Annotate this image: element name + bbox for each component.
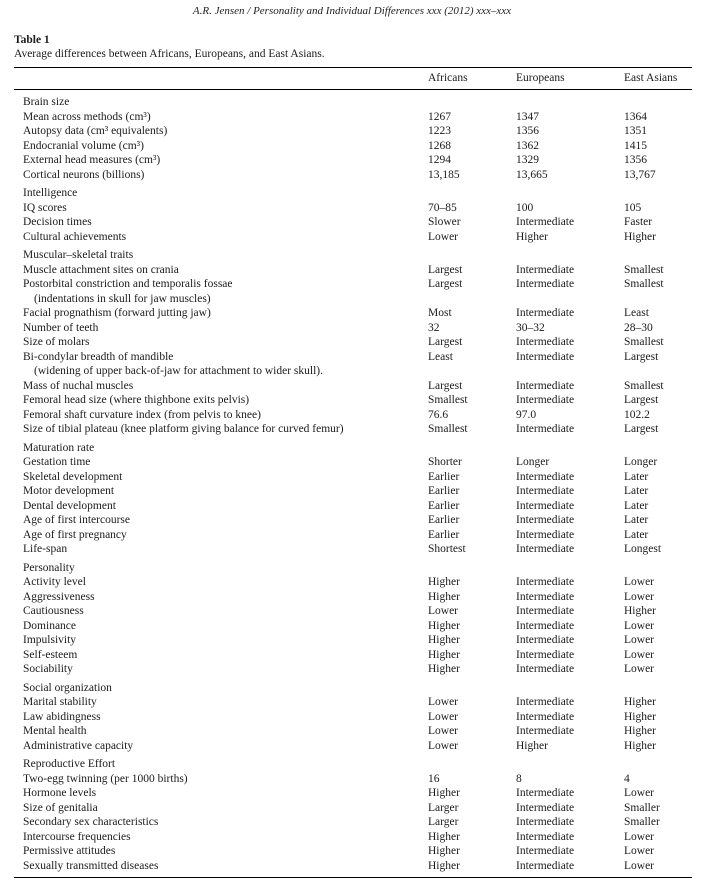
table-row [14,619,692,634]
cell-europeans: 1329 [516,154,539,166]
cell-east-asians: Longest [624,543,662,555]
table-row [14,263,692,278]
cell-africans: Smallest [428,423,468,435]
table-row [14,350,692,365]
cell-europeans: Intermediate [516,379,575,392]
cell-europeans: Intermediate [516,336,575,348]
row-label: Postorbital constriction and temporalis fossae [23,278,233,290]
table-1 [14,67,692,878]
cell-east-asians: Later [624,514,649,526]
row-label: Permissive attitudes [23,845,116,857]
cell-europeans: Intermediate [516,514,575,526]
column-header-row [14,67,692,90]
cell-africans: Higher [428,619,460,632]
cell-africans: Shorter [428,456,462,468]
row-label: Self-esteem [23,648,78,661]
table-section [14,186,692,244]
table-row [14,772,692,787]
table-row [14,786,692,801]
cell-africans: Higher [428,787,460,799]
cell-east-asians: Lower [624,859,655,872]
row-label: Hormone levels [23,787,97,799]
cell-europeans: Longer [516,456,550,468]
row-label: Dominance [23,619,77,632]
table-section [14,757,692,873]
row-label: Skeletal development [23,470,123,483]
table-row [14,542,692,557]
cell-africans [428,364,516,379]
table-row [14,321,692,336]
section-title: Muscular–skeletal traits [23,249,134,261]
cell-europeans: Intermediate [516,216,575,228]
cell-east-asians: 1415 [624,139,647,152]
column-header-africans: Africans [428,72,468,84]
cell-africans: 32 [428,321,440,334]
cell-africans: Least [428,350,453,363]
table-section [14,561,692,677]
cell-europeans: 1356 [516,125,539,137]
table-section [14,248,692,437]
cell-europeans: 100 [516,201,534,214]
row-label: Endocranial volume (cm³) [23,139,144,152]
table-row [14,575,692,590]
cell-europeans: Intermediate [516,590,575,603]
cell-east-asians: Later [624,470,649,483]
cell-europeans: Intermediate [516,543,575,555]
cell-africans: Largest [428,336,463,348]
column-header-east-asians: East Asians [624,72,678,84]
cell-europeans: Intermediate [516,787,575,799]
cell-africans: Earlier [428,485,460,497]
section-title: Social organization [23,681,112,694]
table-section [14,681,692,754]
row-label: Mass of nuchal muscles [23,379,134,392]
table-row [14,335,692,350]
row-label: Activity level [23,576,86,588]
cell-africans: 70–85 [428,201,457,214]
table-row [14,470,692,485]
table-body [14,90,692,878]
cell-africans: Earlier [428,470,460,483]
cell-europeans: Intermediate [516,619,575,632]
cell-east-asians: Smallest [624,336,664,348]
cell-africans: 1267 [428,110,451,123]
cell-east-asians: 1364 [624,110,647,123]
cell-east-asians: 102.2 [624,408,650,421]
cell-africans: 1223 [428,125,451,137]
table-row [14,292,692,307]
cell-africans: Most [428,307,452,319]
table-title: Table 1 [14,34,50,46]
table-row [14,604,692,619]
table-row [14,724,692,739]
cell-europeans: Intermediate [516,845,575,857]
cell-africans: Higher [428,663,460,675]
cell-east-asians [624,292,692,307]
cell-east-asians: Longer [624,456,658,468]
cell-europeans: Intermediate [516,499,575,512]
table-row [14,277,692,292]
row-label: Size of tibial plateau (knee platform giving balance for curved femur) [23,423,344,435]
cell-east-asians: Lower [624,830,655,843]
row-label: Intercourse frequencies [23,830,131,843]
cell-africans: Earlier [428,528,460,541]
table-row [14,455,692,470]
row-label: Aggressiveness [23,590,95,603]
cell-east-asians: Lower [624,619,655,632]
row-label: Cautiousness [23,605,84,617]
cell-europeans: Intermediate [516,350,575,363]
row-label: (indentations in skull for jaw muscles) [34,292,211,305]
table-row [14,484,692,499]
cell-europeans: Intermediate [516,663,575,675]
cell-east-asians: Least [624,307,649,319]
table-row [14,801,692,816]
cell-africans: Lower [428,725,459,737]
cell-africans: Larger [428,801,459,814]
cell-europeans: Higher [516,230,548,243]
cell-europeans: Intermediate [516,394,575,406]
row-label: Size of molars [23,336,90,348]
table-section [14,441,692,557]
cell-africans: Earlier [428,499,460,512]
cell-east-asians: Lower [624,663,655,675]
cell-africans: 16 [428,772,440,785]
cell-africans: Higher [428,845,460,857]
cell-east-asians: Largest [624,423,659,435]
cell-east-asians: 28–30 [624,321,653,334]
table-row [14,408,692,423]
cell-africans: Higher [428,590,460,603]
cell-europeans: Intermediate [516,528,575,541]
cell-east-asians: Later [624,499,649,512]
row-label: Dental development [23,499,116,512]
row-label: Cultural achievements [23,230,127,243]
cell-africans: Largest [428,263,463,276]
row-label: IQ scores [23,201,67,214]
cell-east-asians: Lower [624,787,655,799]
cell-europeans: Intermediate [516,576,575,588]
table-row [14,230,692,245]
row-label: Age of first pregnancy [23,528,127,541]
table-row [14,830,692,845]
cell-europeans [516,292,624,307]
cell-east-asians: Lower [624,576,655,588]
cell-east-asians: Smallest [624,263,664,276]
table-row [14,168,692,183]
cell-east-asians: Smallest [624,379,664,392]
cell-africans: Higher [428,648,460,661]
cell-east-asians: 4 [624,772,630,785]
cell-east-asians: Smallest [624,278,664,290]
column-header-empty [23,72,428,85]
cell-europeans: Intermediate [516,470,575,483]
row-label: Administrative capacity [23,739,134,752]
cell-europeans: 97.0 [516,408,537,421]
cell-europeans: Intermediate [516,816,575,828]
cell-europeans: Higher [516,739,548,752]
section-title: Brain size [23,96,70,108]
table-caption: Average differences between Africans, Europeans, and East Asians. [14,48,325,60]
running-head: A.R. Jensen / Personality and Individual Differences xxx (2012) xxx–xxx [192,5,512,17]
cell-europeans: Intermediate [516,801,575,814]
table-row [14,364,692,379]
row-label: Gestation time [23,456,91,468]
row-label: (widening of upper back-of-jaw for attachment to wider skull). [34,365,323,377]
row-label: Sociability [23,663,73,675]
table-row [14,590,692,605]
cell-east-asians: Lower [624,590,655,603]
cell-east-asians: Higher [624,725,656,737]
cell-east-asians: Higher [624,696,656,708]
row-label: Cortical neurons (billions) [23,168,145,181]
table-row [14,499,692,514]
cell-europeans: Intermediate [516,263,575,276]
cell-europeans: 8 [516,772,522,785]
cell-europeans: Intermediate [516,648,575,661]
table-row [14,201,692,216]
cell-east-asians: Higher [624,739,656,752]
cell-africans: Lower [428,710,459,723]
cell-east-asians: Smaller [624,801,660,814]
table-row [14,513,692,528]
section-title: Maturation rate [23,441,95,454]
cell-africans: Lower [428,696,459,708]
table-row [14,710,692,725]
cell-east-asians: Higher [624,710,656,723]
cell-east-asians: Smaller [624,816,660,828]
cell-africans: Earlier [428,514,460,526]
table-section [14,95,692,182]
cell-europeans: Intermediate [516,696,575,708]
row-label: Secondary sex characteristics [23,816,159,828]
table-row [14,633,692,648]
cell-africans: Lower [428,605,459,617]
cell-east-asians: Lower [624,845,655,857]
row-label: Decision times [23,216,92,228]
cell-africans: Lower [428,739,459,752]
cell-east-asians: 13,767 [624,168,656,181]
table-row [14,139,692,154]
cell-europeans: Intermediate [516,859,575,872]
cell-east-asians: Lower [624,634,655,646]
table-row [14,153,692,168]
section-title: Personality [23,561,75,574]
cell-europeans: 13,665 [516,168,548,181]
cell-africans: Higher [428,634,460,646]
cell-east-asians: 105 [624,201,642,214]
cell-africans: Larger [428,816,459,828]
table-row [14,844,692,859]
row-label: Two-egg twinning (per 1000 births) [23,772,188,785]
cell-europeans: Intermediate [516,605,575,617]
column-header-europeans: Europeans [516,72,565,84]
cell-africans: Largest [428,379,463,392]
row-label: Autopsy data (cm³ equivalents) [23,125,168,137]
row-label: Size of genitalia [23,801,98,814]
section-title: Reproductive Effort [23,758,116,770]
cell-europeans: 30–32 [516,321,545,334]
cell-east-asians: Largest [624,350,659,363]
row-label: Bi-condylar breadth of mandible [23,350,174,363]
section-title: Intelligence [23,187,78,199]
row-label: Age of first intercourse [23,514,130,526]
row-label: Sexually transmitted diseases [23,859,159,872]
cell-europeans: Intermediate [516,307,575,319]
cell-africans [428,292,516,307]
table-row [14,393,692,408]
cell-east-asians: Lower [624,648,655,661]
row-label: Marital stability [23,696,97,708]
table-row [14,422,692,437]
row-label: Mental health [23,725,87,737]
cell-east-asians: 1356 [624,154,647,166]
cell-east-asians: 1351 [624,125,647,137]
cell-europeans: 1362 [516,139,539,152]
cell-africans: 1268 [428,139,451,152]
table-row [14,379,692,394]
cell-east-asians: Later [624,528,649,541]
cell-africans: Slower [428,216,461,228]
cell-europeans: Intermediate [516,423,575,435]
cell-east-asians [624,364,692,379]
row-label: Femoral shaft curvature index (from pelvis to knee) [23,408,261,421]
cell-east-asians: Faster [624,216,653,228]
table-row [14,215,692,230]
row-label: Life-span [23,543,68,555]
cell-africans: Higher [428,859,460,872]
cell-east-asians: Later [624,485,649,497]
cell-africans: Shortest [428,543,466,555]
row-label: Motor development [23,485,115,497]
cell-europeans: Intermediate [516,278,575,290]
table-row [14,528,692,543]
cell-east-asians: Higher [624,605,656,617]
table-row [14,648,692,663]
table-row [14,306,692,321]
cell-africans: Higher [428,830,460,843]
row-label: External head measures (cm³) [23,154,161,166]
cell-africans: Largest [428,278,463,290]
cell-africans: Smallest [428,394,468,406]
cell-europeans: Intermediate [516,710,575,723]
row-label: Impulsivity [23,634,77,646]
table-row [14,815,692,830]
row-label: Femoral head size (where thighbone exits pelvis) [23,394,250,406]
table-row [14,739,692,754]
cell-africans: 13,185 [428,168,460,181]
table-row [14,662,692,677]
cell-europeans: 1347 [516,110,539,123]
cell-europeans: Intermediate [516,725,575,737]
cell-africans: Lower [428,230,459,243]
cell-europeans: Intermediate [516,485,575,497]
table-row [14,695,692,710]
cell-africans: 76.6 [428,408,449,421]
row-label: Number of teeth [23,321,99,334]
cell-east-asians: Largest [624,394,659,406]
row-label: Facial prognathism (forward jutting jaw) [23,307,211,319]
cell-africans: 1294 [428,154,451,166]
row-label: Mean across methods (cm³) [23,110,151,123]
cell-africans: Higher [428,576,460,588]
table-row [14,110,692,125]
table-row [14,124,692,139]
cell-east-asians: Higher [624,230,656,243]
cell-europeans [516,364,624,379]
cell-europeans: Intermediate [516,830,575,843]
cell-europeans: Intermediate [516,634,575,646]
row-label: Law abidingness [23,710,101,723]
row-label: Muscle attachment sites on crania [23,263,179,276]
table-row [14,859,692,874]
